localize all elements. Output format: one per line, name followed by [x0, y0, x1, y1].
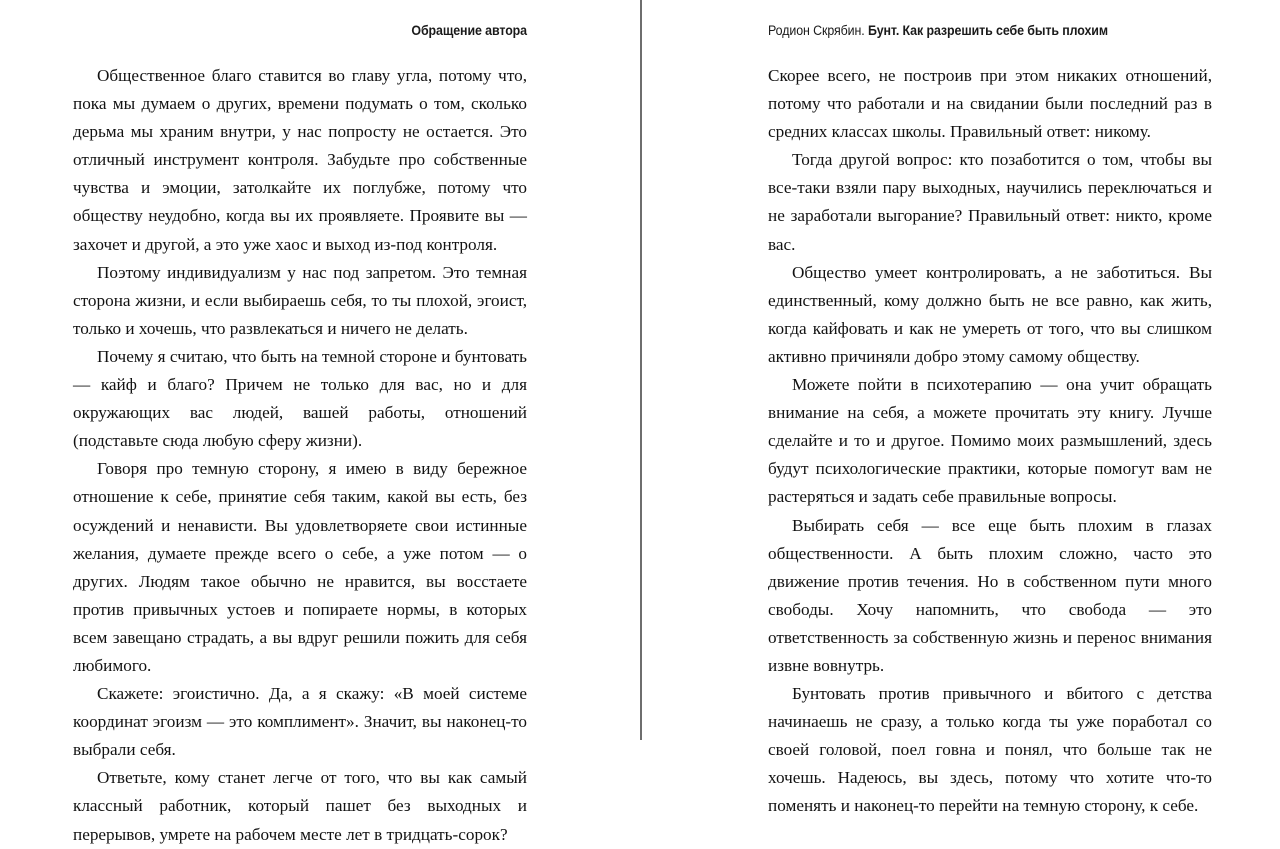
paragraph: Ответьте, кому станет легче от того, что вы как самый классный работник, который пашет без выходных и перерывов, умрете на рабочем месте лет в тридцать-сорок? [73, 768, 527, 844]
paragraph-continued: Скорее всего, не построив при этом никаких отношений, потому что работали и на свидании были последний раз в средних классах школы. Правильный ответ: никому. [768, 66, 1212, 142]
left-page-body-text [73, 62, 527, 849]
paragraph: Общество умеет контролировать, а не заботиться. Вы единственный, кому должно быть не все равно, как жить, когда кайфовать и как не умереть от того, что вы слишком активно причиняли добро этому самому обществу. [768, 262, 1212, 366]
paragraph: Выбирать себя — все еще быть плохим в глазах общественности. А быть плохим сложно, часто это движение против течения. Но в собственном пути много свободы. Хочу напомнить, что свобода — это ответственность за собственную жизнь и перенос внимания извне вовнутрь. [768, 515, 1212, 675]
paragraph: Можете пойти в психотерапию — она учит обращать внимание на себя, а можете прочитать эту книгу. Лучше сделайте и то и другое. Помимо моих размышлений, здесь будут психологические практики, которые помогут вам не растеряться и задать себе правильные вопросы. [768, 375, 1212, 507]
right-page-body-text [768, 62, 1212, 821]
running-head-book-title: Бунт. Как разрешить себе быть плохим [868, 23, 1108, 39]
paragraph: Тогда другой вопрос: кто позаботится о том, чтобы вы все-таки взяли пару выходных, научились переключаться и не заработали выгорание? Правильный ответ: никто, кроме вас. [768, 150, 1212, 254]
paragraph: Бунтовать против привычного и вбитого с детства начинаешь не сразу, а только когда ты уже поработал со своей головой, поел говна и понял, что больше так не хочешь. Надеюсь, вы здесь, потому что хотите что-то поменять и наконец-то перейти на темную сторону, к себе. [768, 684, 1212, 816]
paragraph: Общественное благо ставится во главу угла, потому что, пока мы думаем о других, времени подумать о том, сколько дерьма мы храним внутри, у нас попросту не остается. Это отличный инструмент контроля. Забудьте про собственные чувства и эмоции, затолкайте их поглубже, потому что обществу неудобно, когда вы их проявляете. Проявите вы — захочет и другой, а это уже хаос и выход из-под контроля. [73, 66, 527, 254]
left-running-head [109, 0, 527, 62]
right-page [640, 0, 1280, 816]
left-page [0, 0, 640, 844]
paragraph: Почему я считаю, что быть на темной стороне и бунтовать — кайф и благо? Причем не только для вас, но и для окружающих вас людей, вашей работы, отношений (подставьте сюда любую сферу жизни). [73, 346, 527, 451]
right-running-head [768, 0, 1176, 62]
running-head-author: Родион Скрябин. [768, 23, 865, 39]
paragraph: Говоря про темную сторону, я имею в виду бережное отношение к себе, принятие себя таким, какой вы есть, без осуждений и ненависти. Вы удовлетворяете свои истинные желания, думаете прежде всего о себе, а уже потом — о других. Людям такое обычно не нравится, вы восстаете против привычных устоев и попираете нормы, в которых всем завещано страдать, а вы вдруг решили пожить для себя любимого. [73, 459, 527, 675]
paragraph: Поэтому индивидуализм у нас под запретом. Это темная сторона жизни, и если выбираешь себя, то ты плохой, эгоист, только и хочешь, что развлекаться и ничего не делать. [73, 262, 527, 338]
paragraph: Скажете: эгоистично. Да, а я скажу: «В моей системе координат эгоизм — это комплимент». Значит, вы наконец-то выбрали себя. [73, 684, 527, 760]
running-head-chapter-title: Обращение автора [411, 23, 527, 39]
